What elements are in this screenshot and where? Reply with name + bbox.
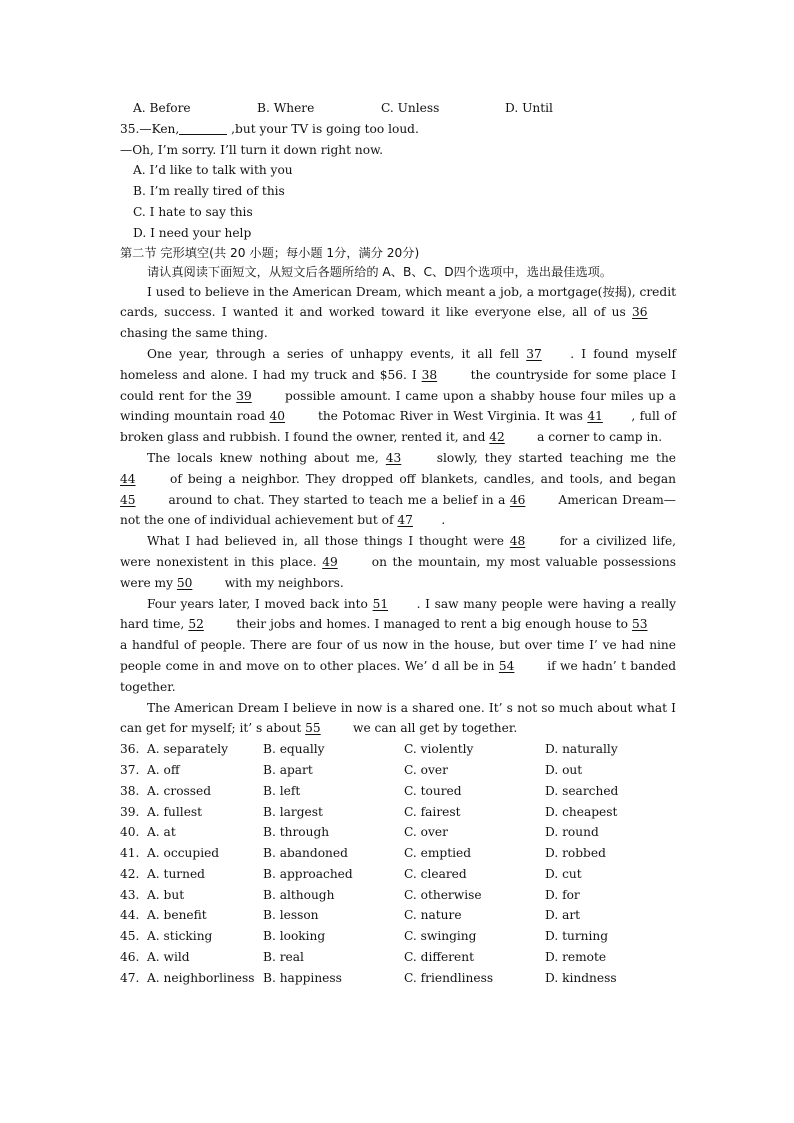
option-d: D. naturally <box>545 742 618 757</box>
option-row <box>120 802 676 823</box>
blank-47: 47 <box>397 513 413 528</box>
blank-53: 53 <box>632 617 648 632</box>
option-number: 46. <box>120 950 140 965</box>
blank-49: 49 <box>322 554 338 569</box>
option-row <box>120 781 676 802</box>
option-d: D. cheapest <box>545 804 618 819</box>
option-a: A. benefit <box>147 908 207 923</box>
blank-41: 41 <box>587 409 603 424</box>
option-number: 40. <box>120 825 140 840</box>
passage-paragraph-5: Four years later, I moved back into 51 . I saw many people were having a really hard time, 52 their jobs and homes. I managed to rent a big enough house to 53 a handful of people. There are four of us now in the house, but over time I’ ve had nine people come in and move on to other places. We’ d all be in 54 if we hadn’ t banded together. <box>120 594 676 698</box>
option-row <box>120 843 676 864</box>
option-d: D. remote <box>545 950 607 965</box>
option-a: A. crossed <box>147 783 212 798</box>
blank-51: 51 <box>372 596 389 611</box>
blank-52: 52 <box>188 617 204 632</box>
option-a: A. separately <box>147 742 229 757</box>
option-b: B. looking <box>263 929 326 944</box>
option-a: A. wild <box>147 950 190 965</box>
option-b: B. largest <box>263 804 323 819</box>
option-a: A. fullest <box>147 804 203 819</box>
option-number: 36. <box>120 742 140 757</box>
option-d: D. out <box>545 762 583 777</box>
option-c: C. violently <box>404 742 474 757</box>
option-b: B. approached <box>263 866 353 881</box>
q35-option-c: C. I hate to say this <box>133 204 253 219</box>
option-number: 44. <box>120 908 140 923</box>
option-number: 39. <box>120 804 140 819</box>
option-number: 45. <box>120 929 140 944</box>
option-c: C. toured <box>404 783 462 798</box>
blank-55: 55 <box>305 721 321 736</box>
option-d: D. cut <box>545 866 582 881</box>
option-c: C. swinging <box>404 929 477 944</box>
q34-option-a: A. Before <box>133 101 191 115</box>
option-b: B. through <box>263 825 330 840</box>
q35-reply: —Oh, I’m sorry. I’ll turn it down right now. <box>120 142 383 157</box>
option-a: A. turned <box>147 866 205 881</box>
blank-45: 45 <box>120 492 136 507</box>
option-row <box>120 905 676 926</box>
option-b: B. equally <box>263 742 325 757</box>
option-c: C. over <box>404 762 448 777</box>
option-row <box>120 926 676 947</box>
option-row <box>120 968 676 989</box>
blank-54: 54 <box>498 658 515 673</box>
blank-50: 50 <box>176 575 193 590</box>
option-a: A. off <box>147 762 180 777</box>
blank-46: 46 <box>509 492 526 507</box>
q34-option-d: D. Until <box>505 101 553 115</box>
option-b: B. lesson <box>263 908 319 923</box>
option-d: D. for <box>545 887 580 902</box>
option-a: A. at <box>147 825 176 840</box>
option-b: B. apart <box>263 762 313 777</box>
option-number: 37. <box>120 762 140 777</box>
option-d: D. searched <box>545 783 619 798</box>
option-number: 43. <box>120 887 140 902</box>
q34-option-b: B. Where <box>257 101 315 115</box>
option-row <box>120 822 676 843</box>
option-a: A. sticking <box>147 929 213 944</box>
blank-48: 48 <box>509 534 526 549</box>
option-c: C. emptied <box>404 846 472 861</box>
blank-40: 40 <box>269 409 286 424</box>
blank-44: 44 <box>120 471 136 486</box>
section-heading: 第二节 完形填空(共 20 小题；每小题 1分，满分 20分) <box>120 245 420 260</box>
option-c: C. over <box>404 825 448 840</box>
passage-paragraph-3: The locals knew nothing about me, 43 slowly, they started teaching me the 44 of being a neighbor. They dropped off blankets, candles, and tools, and began 45 around to chat. They started to teach me a belief in a 46 American Dream—not the one of individual achievement but of 47 . <box>120 448 676 531</box>
blank-42: 42 <box>489 430 505 445</box>
option-d: D. turning <box>545 929 609 944</box>
options-list <box>120 739 676 989</box>
option-number: 47. <box>120 970 140 985</box>
option-b: B. although <box>263 887 335 902</box>
q35-stem-prefix: 35.—Ken, <box>120 121 180 136</box>
passage-paragraph-4: What I had believed in, all those things I thought were 48 for a civilized life, were nonexistent in this place. 49 on the mountain, my most valuable possessions were my 50 with my neighbors. <box>120 531 676 593</box>
option-number: 41. <box>120 846 140 861</box>
q34-options <box>120 98 676 119</box>
option-row <box>120 947 676 968</box>
option-c: C. friendliness <box>404 970 494 985</box>
option-b: B. left <box>263 783 301 798</box>
blank-38: 38 <box>421 367 438 382</box>
option-b: B. abandoned <box>263 846 348 861</box>
option-row <box>120 864 676 885</box>
q35-answer-blank <box>179 121 227 135</box>
option-row <box>120 760 676 781</box>
option-c: C. cleared <box>404 866 467 881</box>
option-c: C. fairest <box>404 804 461 819</box>
option-c: C. different <box>404 950 474 965</box>
q35-option-d: D. I need your help <box>133 225 252 240</box>
option-d: D. kindness <box>545 970 617 985</box>
option-d: D. round <box>545 825 599 840</box>
option-d: D. art <box>545 908 581 923</box>
option-a: A. occupied <box>147 846 220 861</box>
q34-option-c: C. Unless <box>381 101 440 115</box>
option-b: B. happiness <box>263 970 342 985</box>
blank-43: 43 <box>385 450 402 465</box>
passage-paragraph-1: I used to believe in the American Dream, which meant a job, a mortgage(按揭), credit cards, success. I wanted it and worked toward it like everyone else, all of us 36 chasing the same thing. <box>120 284 676 341</box>
option-row <box>120 739 676 760</box>
option-number: 42. <box>120 866 140 881</box>
q35-option-b: B. I’m really tired of this <box>133 184 285 199</box>
q35-stem <box>120 119 676 140</box>
passage-paragraph-6: The American Dream I believe in now is a shared one. It’ s not so much about what I can get for myself; it’ s about 55 we can all get by together. <box>120 698 676 740</box>
option-c: C. nature <box>404 908 462 923</box>
q35-stem-suffix: ,but your TV is going too loud. <box>227 121 419 136</box>
option-a: A. neighborliness <box>147 970 255 985</box>
exam-page <box>120 98 676 989</box>
option-b: B. real <box>263 950 304 965</box>
option-c: C. otherwise <box>404 887 482 902</box>
blank-39: 39 <box>236 388 252 403</box>
option-number: 38. <box>120 783 140 798</box>
option-row <box>120 885 676 906</box>
blank-37: 37 <box>526 346 542 361</box>
passage-paragraph-2: One year, through a series of unhappy events, it all fell 37 . I found myself homeless and alone. I had my truck and $56. I 38 the countryside for some place I could rent for the 39 possible amount. I came upon a shabby house four miles up a winding mountain road 40 the Potomac River in West Virginia. It was 41 , full of broken glass and rubbish. I found the owner, rented it, and 42 a corner to camp in. <box>120 344 676 448</box>
blank-36: 36 <box>632 305 648 320</box>
option-d: D. robbed <box>545 846 606 861</box>
q35-option-a: A. I’d like to talk with you <box>133 163 293 178</box>
section-instruction: 请认真阅读下面短文，从短文后各题所给的 A、B、C、D四个选项中，选出最佳选项。 <box>147 264 613 279</box>
option-a: A. but <box>147 887 185 902</box>
